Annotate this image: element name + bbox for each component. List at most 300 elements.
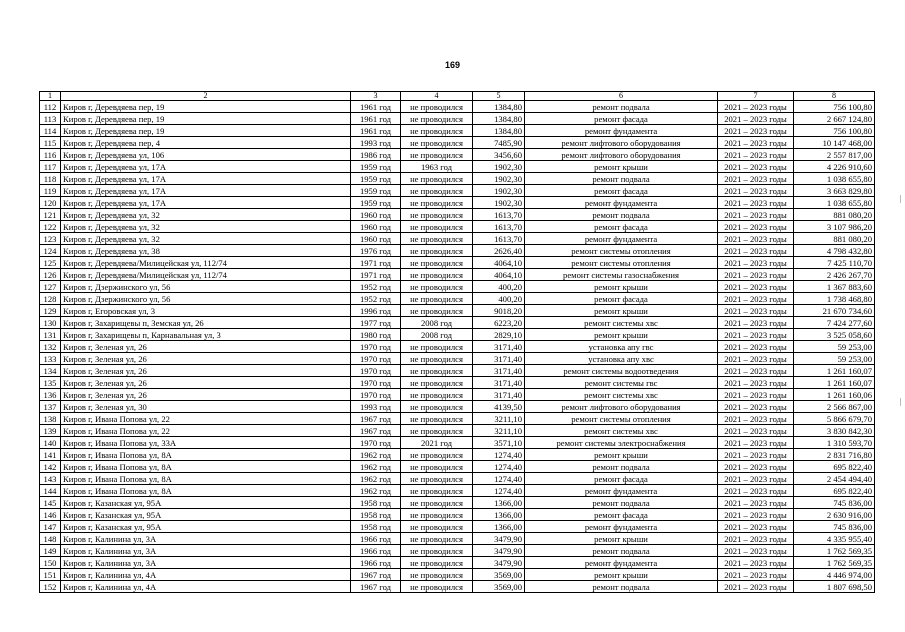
cost-cell: 756 100,80 [794, 125, 875, 137]
cost-cell: 1 807 698,50 [794, 581, 875, 593]
table-row [40, 461, 875, 473]
cost-cell: 1 261 160,07 [794, 365, 875, 377]
row-number-cell: 137 [40, 401, 61, 413]
work-type-cell: ремонт фундамента [525, 485, 718, 497]
area-cell: 9018,20 [473, 305, 525, 317]
row-number-cell: 134 [40, 365, 61, 377]
table-row [40, 557, 875, 569]
area-cell: 1366,00 [473, 521, 525, 533]
work-type-cell: установка апу гвс [525, 341, 718, 353]
cost-cell: 3 107 986,20 [794, 221, 875, 233]
cost-cell: 4 798 432,80 [794, 245, 875, 257]
work-type-cell: ремонт фундамента [525, 557, 718, 569]
table-row [40, 269, 875, 281]
table-row [40, 509, 875, 521]
address-cell: Киров г, Захарищевы п, Карнавальная ул, 3 [61, 329, 351, 341]
last-repair-year-cell: не проводился [401, 101, 473, 113]
address-cell: Киров г, Ивана Попова ул, 8А [61, 449, 351, 461]
period-cell: 2021 – 2023 годы [718, 497, 794, 509]
scan-edge-mark [900, 195, 901, 203]
cost-cell: 4 335 955,40 [794, 533, 875, 545]
period-cell: 2021 – 2023 годы [718, 353, 794, 365]
address-cell: Киров г, Ивана Попова ул, 22 [61, 425, 351, 437]
build-year-cell: 1986 год [351, 149, 401, 161]
build-year-cell: 1970 год [351, 341, 401, 353]
scan-edge-mark [900, 398, 901, 406]
last-repair-year-cell: не проводился [401, 425, 473, 437]
row-number-cell: 135 [40, 377, 61, 389]
build-year-cell: 1970 год [351, 377, 401, 389]
row-number-cell: 125 [40, 257, 61, 269]
area-cell: 1902,30 [473, 197, 525, 209]
cost-cell: 2 426 267,70 [794, 269, 875, 281]
row-number-cell: 152 [40, 581, 61, 593]
work-type-cell: ремонт крыши [525, 329, 718, 341]
row-number-cell: 146 [40, 509, 61, 521]
row-number-cell: 114 [40, 125, 61, 137]
last-repair-year-cell: не проводился [401, 497, 473, 509]
build-year-cell: 1980 год [351, 329, 401, 341]
address-cell: Киров г, Калинина ул, 3А [61, 545, 351, 557]
row-number-cell: 145 [40, 497, 61, 509]
address-cell: Киров г, Захарищевы п, Земская ул, 26 [61, 317, 351, 329]
cost-cell: 10 147 468,00 [794, 137, 875, 149]
cost-cell: 1 762 569,35 [794, 545, 875, 557]
last-repair-year-cell: не проводился [401, 245, 473, 257]
work-type-cell: ремонт подвала [525, 461, 718, 473]
table-row [40, 113, 875, 125]
build-year-cell: 1971 год [351, 269, 401, 281]
period-cell: 2021 – 2023 годы [718, 101, 794, 113]
build-year-cell: 1971 год [351, 257, 401, 269]
column-header: 5 [473, 92, 525, 101]
last-repair-year-cell: не проводился [401, 389, 473, 401]
table-row [40, 341, 875, 353]
table-row [40, 161, 875, 173]
row-number-cell: 147 [40, 521, 61, 533]
area-cell: 3479,90 [473, 545, 525, 557]
address-cell: Киров г, Деревдяева ул, 17А [61, 161, 351, 173]
cost-cell: 1 261 160,06 [794, 389, 875, 401]
period-cell: 2021 – 2023 годы [718, 149, 794, 161]
period-cell: 2021 – 2023 годы [718, 137, 794, 149]
build-year-cell: 1967 год [351, 425, 401, 437]
row-number-cell: 112 [40, 101, 61, 113]
last-repair-year-cell: не проводился [401, 449, 473, 461]
area-cell: 3569,00 [473, 581, 525, 593]
build-year-cell: 1966 год [351, 533, 401, 545]
last-repair-year-cell: 1963 год [401, 161, 473, 173]
period-cell: 2021 – 2023 годы [718, 293, 794, 305]
column-header: 4 [401, 92, 473, 101]
column-header: 2 [61, 92, 351, 101]
area-cell: 1384,80 [473, 101, 525, 113]
row-number-cell: 143 [40, 473, 61, 485]
column-header: 6 [525, 92, 718, 101]
address-cell: Киров г, Деревдяева пер, 4 [61, 137, 351, 149]
cost-cell: 695 822,40 [794, 485, 875, 497]
row-number-cell: 139 [40, 425, 61, 437]
address-cell: Киров г, Зеленая ул, 26 [61, 341, 351, 353]
row-number-cell: 119 [40, 185, 61, 197]
table-row [40, 533, 875, 545]
period-cell: 2021 – 2023 годы [718, 329, 794, 341]
period-cell: 2021 – 2023 годы [718, 269, 794, 281]
period-cell: 2021 – 2023 годы [718, 461, 794, 473]
build-year-cell: 1961 год [351, 125, 401, 137]
area-cell: 3171,40 [473, 341, 525, 353]
build-year-cell: 1959 год [351, 197, 401, 209]
cost-cell: 1 261 160,07 [794, 377, 875, 389]
area-cell: 4064,10 [473, 257, 525, 269]
last-repair-year-cell: не проводился [401, 173, 473, 185]
row-number-cell: 127 [40, 281, 61, 293]
build-year-cell: 1952 год [351, 281, 401, 293]
address-cell: Киров г, Деревдяева ул, 106 [61, 149, 351, 161]
work-type-cell: ремонт системы электроснабжения [525, 437, 718, 449]
address-cell: Киров г, Ивана Попова ул, 8А [61, 473, 351, 485]
area-cell: 3211,10 [473, 425, 525, 437]
address-cell: Киров г, Деревдяева/Милицейская ул, 112/74 [61, 269, 351, 281]
build-year-cell: 1960 год [351, 233, 401, 245]
period-cell: 2021 – 2023 годы [718, 557, 794, 569]
work-type-cell: ремонт системы гвс [525, 377, 718, 389]
period-cell: 2021 – 2023 годы [718, 173, 794, 185]
work-type-cell: ремонт фундамента [525, 233, 718, 245]
table-body [40, 101, 875, 593]
capital-repair-table [39, 91, 875, 593]
build-year-cell: 1958 год [351, 521, 401, 533]
row-number-cell: 136 [40, 389, 61, 401]
last-repair-year-cell: не проводился [401, 197, 473, 209]
period-cell: 2021 – 2023 годы [718, 569, 794, 581]
work-type-cell: ремонт фасада [525, 473, 718, 485]
address-cell: Киров г, Деревдяева пер, 19 [61, 101, 351, 113]
last-repair-year-cell: не проводился [401, 149, 473, 161]
cost-cell: 2 454 494,40 [794, 473, 875, 485]
period-cell: 2021 – 2023 годы [718, 185, 794, 197]
table-row [40, 401, 875, 413]
row-number-cell: 117 [40, 161, 61, 173]
work-type-cell: ремонт фасада [525, 185, 718, 197]
area-cell: 2626,40 [473, 245, 525, 257]
table-row [40, 353, 875, 365]
work-type-cell: ремонт системы отопления [525, 413, 718, 425]
area-cell: 1274,40 [473, 461, 525, 473]
build-year-cell: 1959 год [351, 173, 401, 185]
period-cell: 2021 – 2023 годы [718, 221, 794, 233]
row-number-cell: 138 [40, 413, 61, 425]
build-year-cell: 1961 год [351, 113, 401, 125]
work-type-cell: ремонт системы хвс [525, 389, 718, 401]
row-number-cell: 149 [40, 545, 61, 557]
build-year-cell: 1966 год [351, 557, 401, 569]
table-row [40, 317, 875, 329]
last-repair-year-cell: не проводился [401, 113, 473, 125]
area-cell: 3571,10 [473, 437, 525, 449]
address-cell: Киров г, Калинина ул, 3А [61, 557, 351, 569]
area-cell: 1613,70 [473, 221, 525, 233]
address-cell: Киров г, Деревдяева пер, 19 [61, 113, 351, 125]
table-row [40, 329, 875, 341]
period-cell: 2021 – 2023 годы [718, 437, 794, 449]
cost-cell: 2 667 124,80 [794, 113, 875, 125]
work-type-cell: установка апу хвс [525, 353, 718, 365]
row-number-cell: 118 [40, 173, 61, 185]
build-year-cell: 1960 год [351, 209, 401, 221]
last-repair-year-cell: не проводился [401, 365, 473, 377]
area-cell: 1384,80 [473, 125, 525, 137]
cost-cell: 695 822,40 [794, 461, 875, 473]
work-type-cell: ремонт подвала [525, 209, 718, 221]
address-cell: Киров г, Деревдяева ул, 32 [61, 233, 351, 245]
build-year-cell: 1996 год [351, 305, 401, 317]
work-type-cell: ремонт подвала [525, 581, 718, 593]
period-cell: 2021 – 2023 годы [718, 161, 794, 173]
address-cell: Киров г, Деревдяева ул, 32 [61, 221, 351, 233]
work-type-cell: ремонт лифтового оборудования [525, 149, 718, 161]
cost-cell: 1 738 468,80 [794, 293, 875, 305]
last-repair-year-cell: не проводился [401, 509, 473, 521]
last-repair-year-cell: не проводился [401, 545, 473, 557]
row-number-cell: 121 [40, 209, 61, 221]
build-year-cell: 1960 год [351, 221, 401, 233]
table-row [40, 377, 875, 389]
address-cell: Киров г, Деревдяева ул, 38 [61, 245, 351, 257]
column-header: 1 [40, 92, 61, 101]
table-row [40, 365, 875, 377]
work-type-cell: ремонт крыши [525, 449, 718, 461]
last-repair-year-cell: не проводился [401, 461, 473, 473]
cost-cell: 2 566 867,00 [794, 401, 875, 413]
build-year-cell: 1962 год [351, 461, 401, 473]
cost-cell: 59 253,00 [794, 341, 875, 353]
table-row [40, 581, 875, 593]
area-cell: 3569,00 [473, 569, 525, 581]
cost-cell: 59 253,00 [794, 353, 875, 365]
period-cell: 2021 – 2023 годы [718, 305, 794, 317]
cost-cell: 2 630 916,00 [794, 509, 875, 521]
work-type-cell: ремонт лифтового оборудования [525, 137, 718, 149]
page-number: 169 [444, 60, 461, 70]
cost-cell: 745 836,00 [794, 497, 875, 509]
period-cell: 2021 – 2023 годы [718, 401, 794, 413]
cost-cell: 21 670 734,60 [794, 305, 875, 317]
build-year-cell: 1959 год [351, 185, 401, 197]
last-repair-year-cell: 2008 год [401, 329, 473, 341]
last-repair-year-cell: не проводился [401, 137, 473, 149]
column-header: 3 [351, 92, 401, 101]
period-cell: 2021 – 2023 годы [718, 449, 794, 461]
cost-cell: 881 080,20 [794, 209, 875, 221]
cost-cell: 1 310 593,70 [794, 437, 875, 449]
address-cell: Киров г, Зеленая ул, 26 [61, 389, 351, 401]
area-cell: 3171,40 [473, 365, 525, 377]
last-repair-year-cell: не проводился [401, 533, 473, 545]
address-cell: Киров г, Егоровская ул, 3 [61, 305, 351, 317]
cost-cell: 1 367 883,60 [794, 281, 875, 293]
build-year-cell: 1962 год [351, 485, 401, 497]
last-repair-year-cell: не проводился [401, 257, 473, 269]
period-cell: 2021 – 2023 годы [718, 521, 794, 533]
last-repair-year-cell: не проводился [401, 521, 473, 533]
work-type-cell: ремонт системы хвс [525, 317, 718, 329]
table-row [40, 173, 875, 185]
period-cell: 2021 – 2023 годы [718, 389, 794, 401]
area-cell: 4139,50 [473, 401, 525, 413]
address-cell: Киров г, Деревдяева пер, 19 [61, 125, 351, 137]
work-type-cell: ремонт фасада [525, 293, 718, 305]
address-cell: Киров г, Казанская ул, 95А [61, 521, 351, 533]
work-type-cell: ремонт подвала [525, 101, 718, 113]
row-number-cell: 150 [40, 557, 61, 569]
address-cell: Киров г, Деревдяева/Милицейская ул, 112/74 [61, 257, 351, 269]
cost-cell: 1 038 655,80 [794, 197, 875, 209]
last-repair-year-cell: не проводился [401, 185, 473, 197]
period-cell: 2021 – 2023 годы [718, 257, 794, 269]
row-number-cell: 129 [40, 305, 61, 317]
period-cell: 2021 – 2023 годы [718, 113, 794, 125]
build-year-cell: 1952 год [351, 293, 401, 305]
table-row [40, 197, 875, 209]
area-cell: 1274,40 [473, 473, 525, 485]
table-row [40, 209, 875, 221]
table-row [40, 569, 875, 581]
period-cell: 2021 – 2023 годы [718, 545, 794, 557]
area-cell: 3211,10 [473, 413, 525, 425]
row-number-cell: 133 [40, 353, 61, 365]
row-number-cell: 122 [40, 221, 61, 233]
last-repair-year-cell: не проводился [401, 221, 473, 233]
last-repair-year-cell: не проводился [401, 569, 473, 581]
table-row [40, 137, 875, 149]
area-cell: 2829,10 [473, 329, 525, 341]
address-cell: Киров г, Дзержинского ул, 56 [61, 281, 351, 293]
area-cell: 3171,40 [473, 389, 525, 401]
build-year-cell: 1970 год [351, 437, 401, 449]
address-cell: Киров г, Зеленая ул, 26 [61, 353, 351, 365]
address-cell: Киров г, Деревдяева ул, 17А [61, 197, 351, 209]
row-number-cell: 142 [40, 461, 61, 473]
area-cell: 1613,70 [473, 233, 525, 245]
table-row [40, 425, 875, 437]
period-cell: 2021 – 2023 годы [718, 473, 794, 485]
address-cell: Киров г, Ивана Попова ул, 8А [61, 485, 351, 497]
table-row [40, 545, 875, 557]
work-type-cell: ремонт подвала [525, 497, 718, 509]
work-type-cell: ремонт фундамента [525, 125, 718, 137]
column-header: 7 [718, 92, 794, 101]
last-repair-year-cell: не проводился [401, 305, 473, 317]
row-number-cell: 144 [40, 485, 61, 497]
address-cell: Киров г, Деревдяева ул, 17А [61, 185, 351, 197]
build-year-cell: 1970 год [351, 365, 401, 377]
address-cell: Киров г, Калинина ул, 4А [61, 581, 351, 593]
row-number-cell: 123 [40, 233, 61, 245]
last-repair-year-cell: не проводился [401, 341, 473, 353]
table-row [40, 305, 875, 317]
row-number-cell: 124 [40, 245, 61, 257]
table-row [40, 449, 875, 461]
period-cell: 2021 – 2023 годы [718, 533, 794, 545]
last-repair-year-cell: не проводился [401, 269, 473, 281]
area-cell: 1902,30 [473, 161, 525, 173]
row-number-cell: 113 [40, 113, 61, 125]
row-number-cell: 120 [40, 197, 61, 209]
area-cell: 1384,80 [473, 113, 525, 125]
area-cell: 3479,90 [473, 533, 525, 545]
last-repair-year-cell: 2021 год [401, 437, 473, 449]
area-cell: 3456,60 [473, 149, 525, 161]
build-year-cell: 1993 год [351, 137, 401, 149]
build-year-cell: 1958 год [351, 509, 401, 521]
area-cell: 1366,00 [473, 497, 525, 509]
table-row [40, 473, 875, 485]
address-cell: Киров г, Калинина ул, 3А [61, 533, 351, 545]
period-cell: 2021 – 2023 годы [718, 317, 794, 329]
work-type-cell: ремонт фасада [525, 221, 718, 233]
row-number-cell: 130 [40, 317, 61, 329]
row-number-cell: 132 [40, 341, 61, 353]
work-type-cell: ремонт системы отопления [525, 257, 718, 269]
table-row [40, 101, 875, 113]
area-cell: 3171,40 [473, 377, 525, 389]
address-cell: Киров г, Зеленая ул, 26 [61, 377, 351, 389]
area-cell: 400,20 [473, 281, 525, 293]
build-year-cell: 1967 год [351, 569, 401, 581]
table-row [40, 485, 875, 497]
header-row [40, 92, 875, 101]
table-row [40, 281, 875, 293]
address-cell: Киров г, Зеленая ул, 26 [61, 365, 351, 377]
build-year-cell: 1958 год [351, 497, 401, 509]
build-year-cell: 1993 год [351, 401, 401, 413]
build-year-cell: 1962 год [351, 449, 401, 461]
period-cell: 2021 – 2023 годы [718, 233, 794, 245]
work-type-cell: ремонт подвала [525, 545, 718, 557]
period-cell: 2021 – 2023 годы [718, 377, 794, 389]
period-cell: 2021 – 2023 годы [718, 197, 794, 209]
last-repair-year-cell: 2008 год [401, 317, 473, 329]
build-year-cell: 1962 год [351, 473, 401, 485]
table-row [40, 497, 875, 509]
cost-cell: 2 831 716,80 [794, 449, 875, 461]
address-cell: Киров г, Ивана Попова ул, 22 [61, 413, 351, 425]
row-number-cell: 131 [40, 329, 61, 341]
period-cell: 2021 – 2023 годы [718, 209, 794, 221]
last-repair-year-cell: не проводился [401, 473, 473, 485]
row-number-cell: 128 [40, 293, 61, 305]
period-cell: 2021 – 2023 годы [718, 425, 794, 437]
build-year-cell: 1966 год [351, 545, 401, 557]
work-type-cell: ремонт фундамента [525, 197, 718, 209]
work-type-cell: ремонт фасада [525, 113, 718, 125]
build-year-cell: 1977 год [351, 317, 401, 329]
address-cell: Киров г, Казанская ул, 95А [61, 497, 351, 509]
table-row [40, 437, 875, 449]
work-type-cell: ремонт крыши [525, 281, 718, 293]
area-cell: 1366,00 [473, 509, 525, 521]
period-cell: 2021 – 2023 годы [718, 125, 794, 137]
cost-cell: 5 866 679,70 [794, 413, 875, 425]
area-cell: 1902,30 [473, 173, 525, 185]
work-type-cell: ремонт фундамента [525, 521, 718, 533]
address-cell: Киров г, Зеленая ул, 30 [61, 401, 351, 413]
work-type-cell: ремонт крыши [525, 305, 718, 317]
build-year-cell: 1970 год [351, 389, 401, 401]
build-year-cell: 1961 год [351, 101, 401, 113]
cost-cell: 3 663 829,80 [794, 185, 875, 197]
